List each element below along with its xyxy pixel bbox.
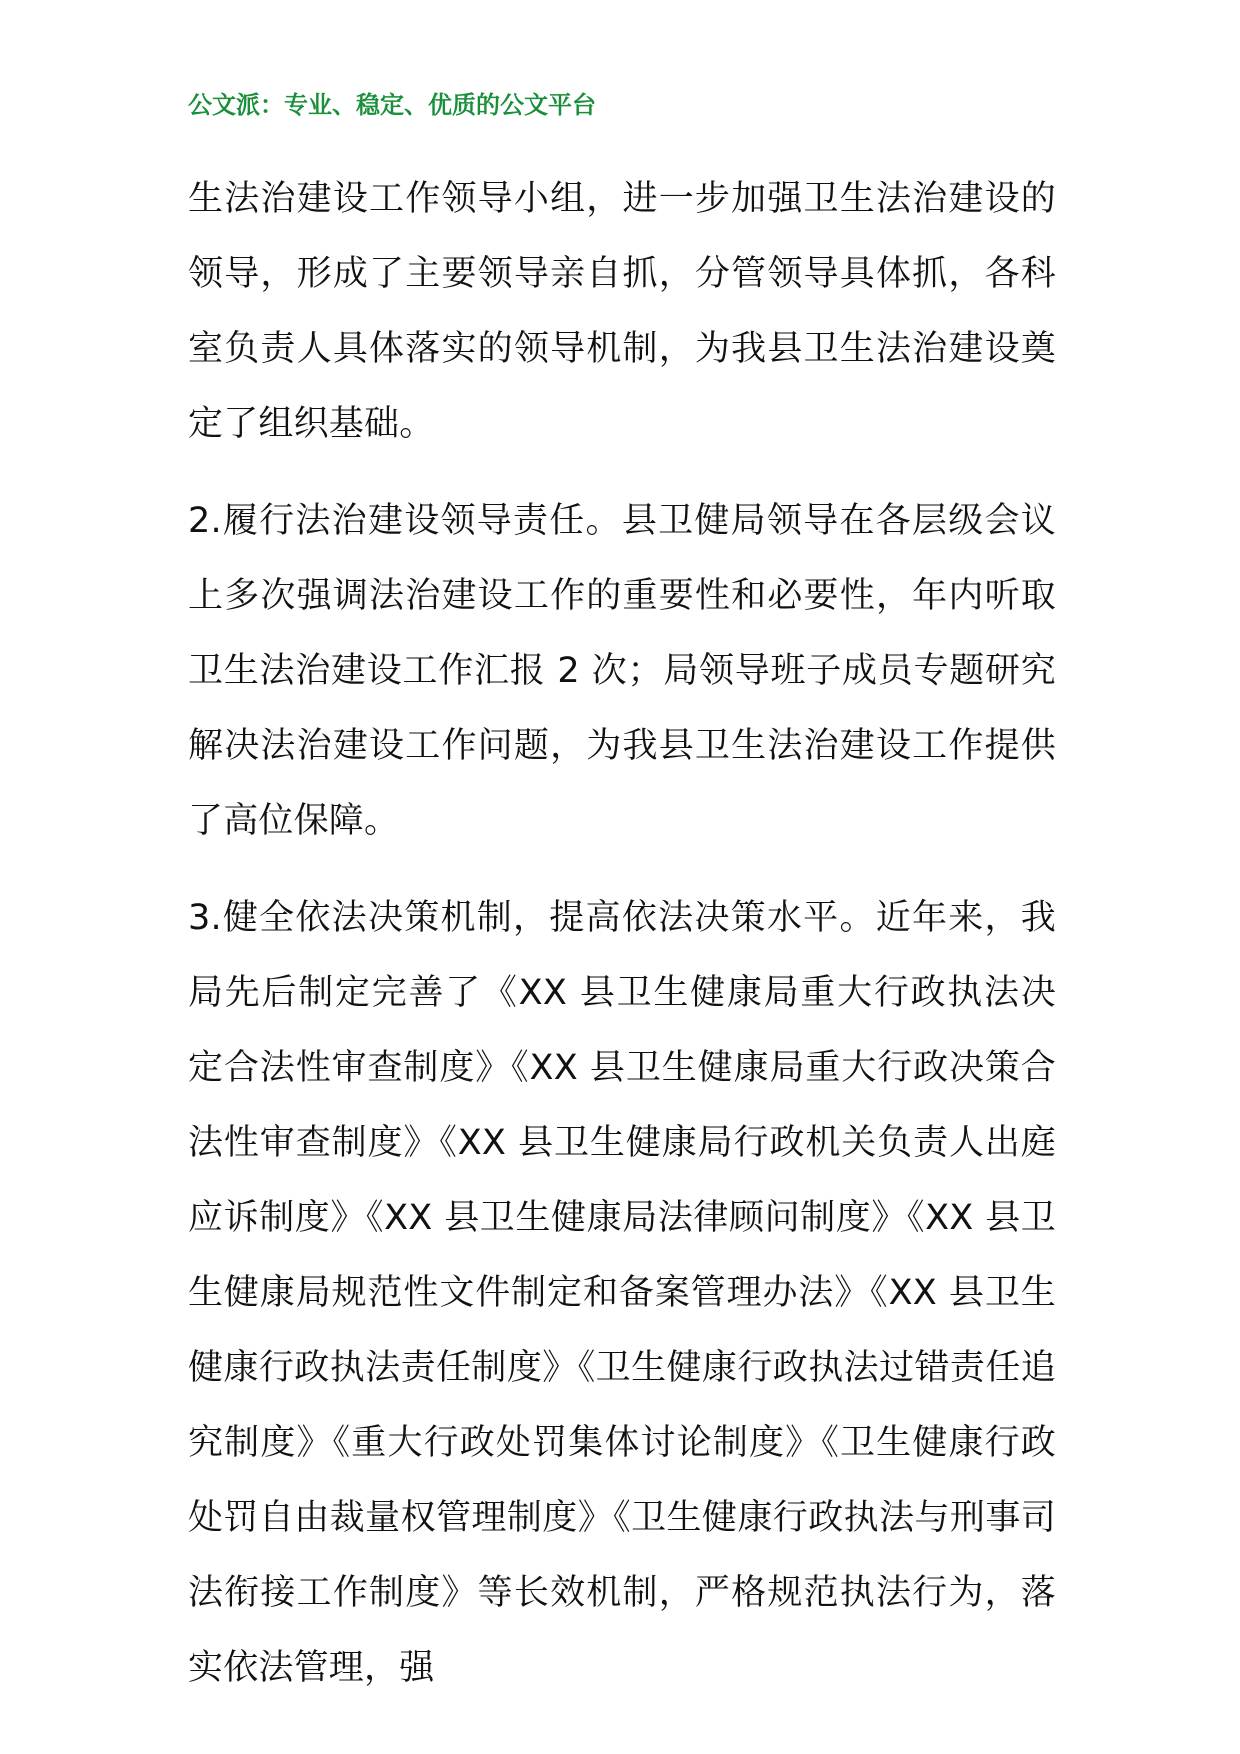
page-header: 公文派：专业、稳定、优质的公文平台 xyxy=(188,90,596,119)
paragraph-continuation: 生法治建设工作领导小组，进一步加强卫生法治建设的领导，形成了主要领导亲自抓，分管领导具体抓，各科室负责人具体落实的领导机制，为我县卫生法治建设奠定了组织基础。 xyxy=(188,179,1056,444)
document-body xyxy=(188,162,1056,1728)
paragraph-item-2: 2.履行法治建设领导责任。县卫健局领导在各层级会议上多次强调法治建设工作的重要性和必要性，年内听取卫生法治建设工作汇报 2 次；局领导班子成员专题研究解决法治建设工作问题，为我县卫生法治建设工作提供了高位保障。 xyxy=(188,501,1056,841)
paragraph-item-3: 3.健全依法决策机制，提高依法决策水平。近年来，我局先后制定完善了《XX 县卫生健康局重大行政执法决定合法性审查制度》《XX 县卫生健康局重大行政决策合法性审查制度》《XX 县卫生健康局行政机关负责人出庭应诉制度》《XX 县卫生健康局法律顾问制度》《XX 县卫生健康局规范性文件制定和备案管理办法》《XX 县卫生健康行政执法责任制度》《卫生健康行政执法过错责任追究制度》《重大行政处罚集体讨论制度》《卫生健康行政处罚自由裁量权管理制度》《卫生健康行政执法与刑事司法衔接工作制度》等长效机制，严格规范执法行为，落实依法管理，强 xyxy=(188,898,1056,1688)
